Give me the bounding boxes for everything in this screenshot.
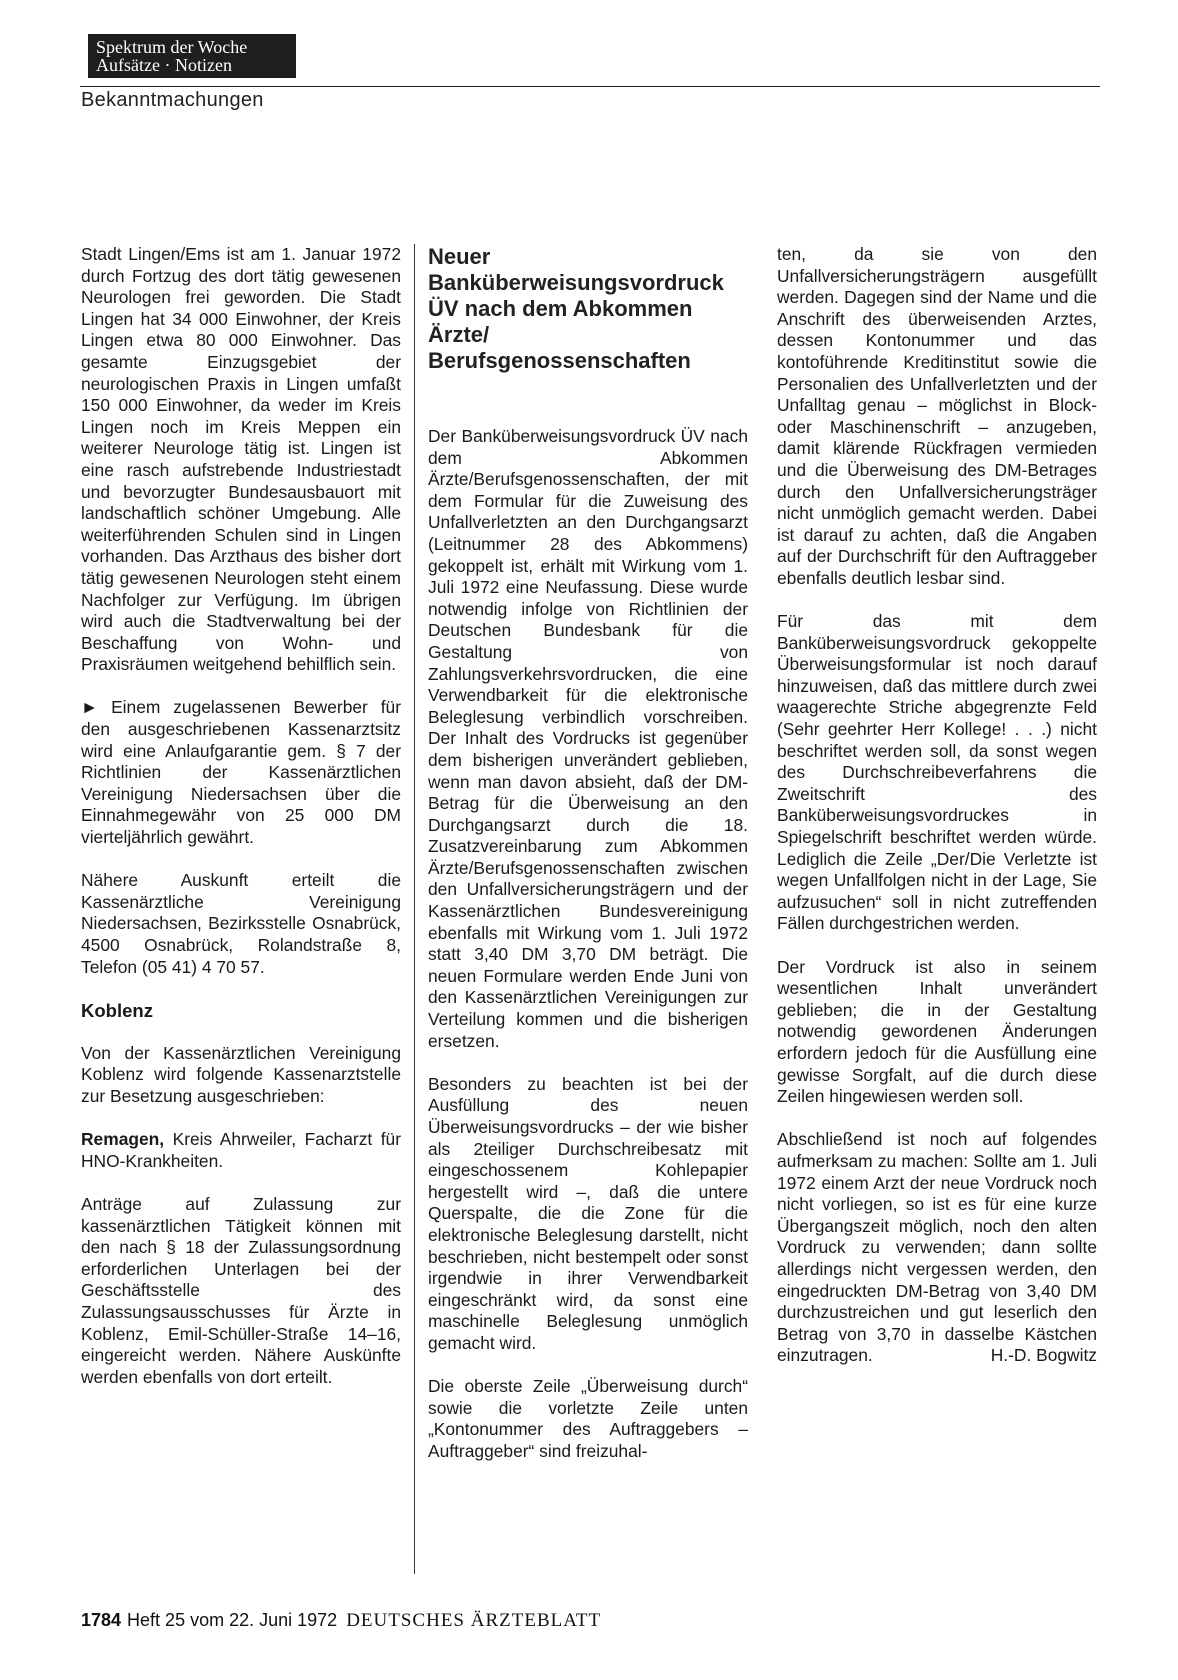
column-middle [428, 244, 748, 1484]
applications-paragraph: Anträge auf Zulassung zur kassenärztlichen Tätigkeit können mit den nach § 18 der Zulassungsordnung erforderlichen Unterlagen bei der Geschäftsstelle des Zulassungsausschusses für Ärzte in Koblenz, Emil-Schüller-Straße 14–16, eingereicht werden. Nähere Auskünfte werden ebenfalls von dort erteilt. [81, 1193, 401, 1387]
article-paragraph-5: Für das mit dem Banküberweisungsvordruck gekoppelte Überweisungsformular ist noch darauf hinzuweisen, daß das mittlere durch zwei waagerechte Striche abgegrenzte Feld (Sehr geehrter Herr Kollege! . . .) nicht beschriftet werden soll, da sonst wegen des Durchschreibeverfahrens die Zweitschrift des Banküberweisungsvordruckes in Spiegelschrift beschriftet werden würde. Lediglich die Zeile „Der/Die Verletzte ist wegen Unfallfolgen nicht in der Lage, Sie aufzusuchen“ soll in nicht zutreffenden Fällen durchgestrichen werden. [777, 611, 1097, 934]
author-signature: H.-D. Bogwitz [990, 1345, 1097, 1366]
lingen-paragraph: Stadt Lingen/Ems ist am 1. Januar 1972 durch Fortzug des dort tätig gewesenen Neurologen frei geworden. Die Stadt Lingen hat 34 000 Einwohner, der Kreis Lingen etwa 80 000 Einwohner. Das gesamte Einzugsgebiet der neurologischen Praxis in Lingen umfaßt 150 000 Einwohner, da weder im Kreis Lingen noch im Kreis Meppen ein weiterer Neurologe tätig ist. Lingen ist eine rasch aufstrebende Industriestadt und bevorzugter Bundesausbauort mit landschaftlich schöner Umgebung. Alle weiterführenden Schulen sind in Lingen vorhanden. Das Arzthaus des bisher dort tätig gewesenen Neurologen steht einem Nachfolger zur Verfügung. Im übrigen wird auch die Stadtverwaltung bei der Beschaffung von Wohn- und Praxisräumen weitgehend behilflich sein. [81, 244, 401, 675]
article-paragraph-2: Besonders zu beachten ist bei der Ausfüllung des neuen Überweisungsvordrucks – der wie bisher als 2teiliger Durchschreibesatz mit eingeschossenem Kohlepapier hergestellt wird –, daß die untere Querspalte, die die Zone für die elektronische Beleglesung darstellt, nicht beschrieben, nicht bestempelt oder sonst irgendwie in ihrer Verwendbarkeit eingeschränkt wird, da sonst eine maschinelle Beleglesung unmöglich gemacht wird. [428, 1073, 748, 1353]
koblenz-subhead: Koblenz [81, 999, 153, 1021]
section-label: Bekanntmachungen [81, 89, 264, 111]
column-divider [414, 244, 415, 1574]
remagen-label: Remagen, [81, 1129, 165, 1150]
article-title-line: Berufsgenossenschaften [428, 348, 691, 373]
article-title [428, 244, 748, 374]
column-right [777, 244, 1097, 1388]
issue-info: Heft 25 vom 22. Juni 1972 [127, 1610, 338, 1630]
column-left [81, 244, 401, 1410]
magazine-name: DEUTSCHES ÄRZTEBLATT [346, 1610, 602, 1631]
koblenz-intro: Von der Kassenärztlichen Vereinigung Koblenz wird folgende Kassenarztstelle zur Besetzung ausgeschrieben: [81, 1042, 401, 1106]
section-header-line1: Spektrum der Woche [96, 37, 248, 57]
page-footer [81, 1610, 601, 1632]
guarantee-paragraph [81, 697, 401, 848]
header-rule [80, 86, 1100, 87]
closing-text: Abschließend ist noch auf folgendes aufmerksam zu machen: Sollte am 1. Juli 1972 einem Arzt der neue Vordruck noch nicht vorliegen, so ist es für eine kurze Übergangszeit möglich, noch den alten Vordruck zu verwenden; dann sollte allerdings nicht vergessen werden, den eingedruckten DM-Betrag von 3,40 DM durchzustreichen und gut leserlich den Betrag von 3,70 in dasselbe Kästchen einzutragen. [777, 1129, 1097, 1366]
section-header-line2: Aufsätze · Notizen [96, 55, 232, 75]
remagen-text: Kreis Ahrweiler, Facharzt für HNO-Krankheiten. [81, 1129, 401, 1171]
triangle-bullet-icon: ► [81, 697, 99, 718]
article-paragraph-4: ten, da sie von den Unfallversicherungsträgern ausgefüllt werden. Dagegen sind der Name und die Anschrift des überweisenden Arztes, dessen Kontonummer und das kontoführende Kreditinstitut sowie die Personalien des Unfallverletzten und der Unfalltag genau – möglichst in Block- oder Maschinenschrift – anzugeben, damit klärende Rückfragen vermieden und die Überweisung des DM-Betrages durch den Unfallversicherungsträger nicht unmöglich gemacht werden. Dabei ist darauf zu achten, daß die Angaben auf der Durchschrift für den Auftraggeber ebenfalls deutlich lesbar sind. [777, 244, 1097, 588]
article-title-line: Ärzte/ [428, 322, 490, 347]
remagen-paragraph [81, 1129, 401, 1172]
section-header-box [88, 34, 296, 78]
guarantee-text: Einem zugelassenen Bewerber für den ausgeschriebenen Kassenarztsitz wird eine Anlaufgarantie gem. § 7 der Richtlinien der Kassenärztlichen Vereinigung Niedersachsen über die Einnahmegewähr von 25 000 DM vierteljährlich gewährt. [81, 697, 401, 848]
article-paragraph-1: Der Banküberweisungsvordruck ÜV nach dem Abkommen Ärzte/Berufsgenossenschaften, der mit dem Formular für die Zuweisung des Unfallverletzten an den Durchgangsarzt (Leitnummer 28 des Abkommens) gekoppelt ist, erhält mit Wirkung vom 1. Juli 1972 eine Neufassung. Diese wurde notwendig infolge von Richtlinien der Deutschen Bundesbank für die Gestaltung von Zahlungsverkehrsvordrucken, die eine Verwendbarkeit für die elektronische Beleglesung verbindlich vorschreiben. Der Inhalt des Vordrucks ist gegenüber dem bisherigen unverändert geblieben, wenn man davon absieht, daß der DM-Betrag für die Überweisung an den Durchgangsarzt durch die 18. Zusatzvereinbarung zum Abkommen Ärzte/Berufsgenossenschaften zwischen den Unfallversicherungsträgern und der Kassenärztlichen Bundesvereinigung ebenfalls mit Wirkung vom 1. Juli 1972 statt 3,40 DM 3,70 DM beträgt. Die neuen Formulare werden Ende Juni von den Kassenärztlichen Vereinigungen zur Verteilung kommen und die bisherigen ersetzen. [428, 426, 748, 1051]
page-number: 1784 [81, 1610, 122, 1630]
article-title-line: Neuer [428, 244, 491, 269]
article-paragraph-7 [777, 1129, 1097, 1367]
contact-paragraph: Nähere Auskunft erteilt die Kassenärztliche Vereinigung Niedersachsen, Bezirksstelle Osnabrück, 4500 Osnabrück, Rolandstraße 8, Telefon (05 41) 4 70 57. [81, 870, 401, 977]
article-title-line: Banküberweisungsvordruck [428, 270, 724, 295]
article-paragraph-6: Der Vordruck ist also in seinem wesentlichen Inhalt unverändert geblieben; die in der Gestaltung notwendig gewordenen Änderungen erfordern jedoch für die Ausfüllung eine gewisse Sorgfalt, auf die durch diese Zeilen hingewiesen werden soll. [777, 956, 1097, 1107]
article-paragraph-3: Die oberste Zeile „Überweisung durch“ sowie die vorletzte Zeile unten „Kontonummer des Auftraggebers – Auftraggeber“ sind freizuhal- [428, 1376, 748, 1461]
article-title-line: ÜV nach dem Abkommen [428, 296, 693, 321]
